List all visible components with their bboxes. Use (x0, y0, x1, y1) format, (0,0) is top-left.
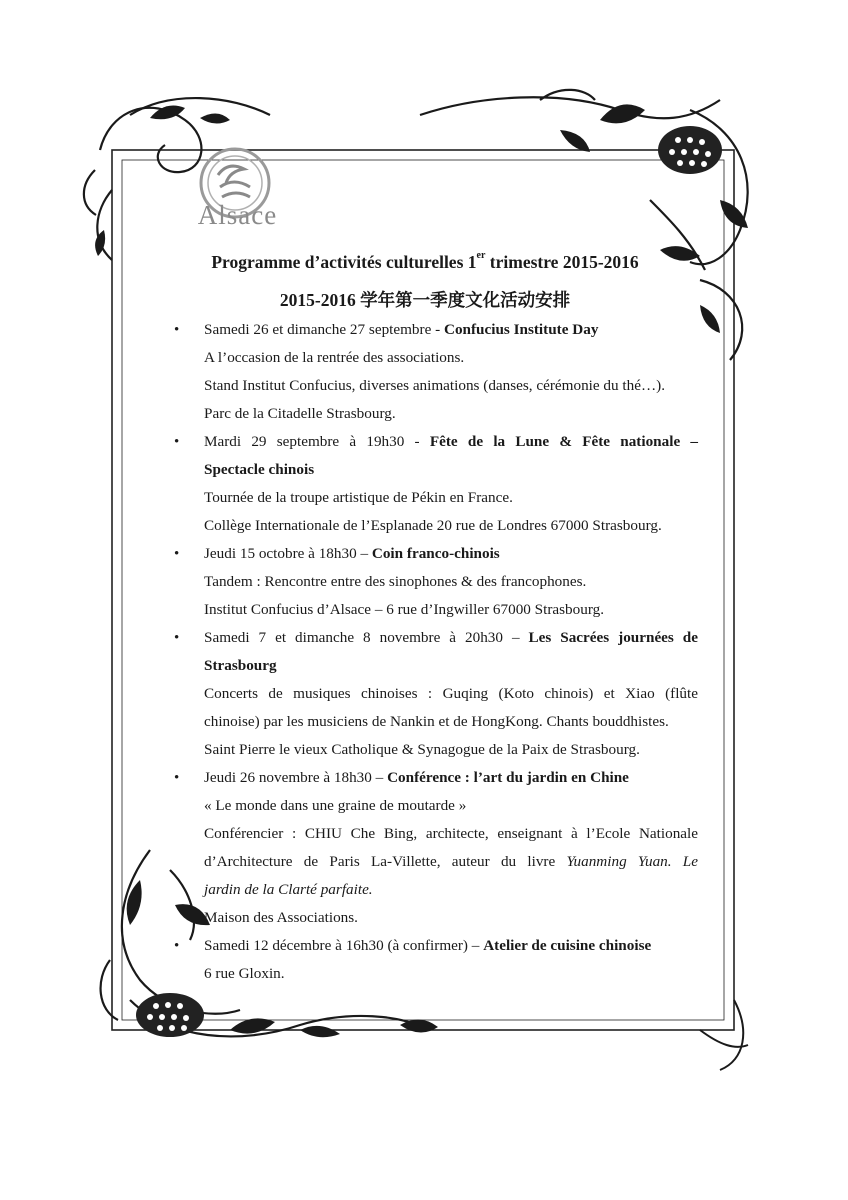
event-detail: Parc de la Citadelle Strasbourg. (204, 405, 396, 422)
book-title: Yuanming Yuan. Le (566, 853, 698, 870)
cone-bottom-left (136, 993, 204, 1037)
cone-top-right (658, 126, 722, 174)
event-title-cont: Spectacle chinois (204, 461, 315, 478)
event-title: Atelier de cuisine chinoise (483, 937, 652, 954)
event-list (174, 316, 699, 988)
event-venue: Maison des Associations. (204, 909, 358, 926)
event-title-cont: Strasbourg (204, 657, 277, 674)
event-speaker-cont: d’Architecture de Paris La-Villette, auteur du livre (204, 853, 567, 870)
event-date: Mardi 29 septembre à 19h30 - (204, 433, 430, 450)
event-date: Jeudi 26 novembre à 18h30 – (204, 769, 388, 786)
bullet-icon: • (174, 546, 180, 562)
list-item (174, 316, 698, 428)
list-item (174, 428, 699, 540)
event-quote: « Le monde dans une graine de moutarde » (204, 797, 467, 814)
event-detail: chinoise) par les musiciens de Nankin et de HongKong. Chants bouddhistes. (204, 713, 669, 730)
event-detail: 6 rue Gloxin. (204, 965, 285, 982)
book-title-cont: jardin de la Clarté parfaite. (204, 881, 373, 898)
page-title: Programme d’activités culturelles 1er trimestre 2015-2016 (211, 250, 639, 272)
event-detail: Institut Confucius d’Alsace – 6 rue d’Ingwiller 67000 Strasbourg. (204, 601, 605, 618)
page-title-chinese: 2015-2016 学年第一季度文化活动安排 (279, 290, 571, 310)
event-title: Coin franco-chinois (371, 545, 500, 562)
event-detail: Collège Internationale de l’Esplanade 20 rue de Londres 67000 Strasbourg. (204, 517, 662, 534)
bullet-icon: • (174, 434, 180, 450)
list-item (174, 540, 698, 624)
event-date: Samedi 7 et dimanche 8 novembre à 20h30 – (204, 629, 529, 646)
event-date: Samedi 26 et dimanche 27 septembre - (204, 321, 444, 338)
event-speaker: Conférencier : CHIU Che Bing, architecte, enseignant à l’Ecole Nationale (204, 825, 698, 842)
bullet-icon: • (174, 322, 180, 338)
event-date: Jeudi 15 octobre à 18h30 – (204, 545, 372, 562)
event-title: Conférence : l’art du jardin en Chine (387, 769, 629, 786)
bullet-icon: • (174, 630, 180, 646)
list-item (174, 624, 698, 764)
bullet-icon: • (174, 770, 180, 786)
event-title: Les Sacrées journées de (528, 629, 698, 646)
event-detail: Saint Pierre le vieux Catholique & Synagogue de la Paix de Strasbourg. (204, 741, 640, 758)
event-detail: A l’occasion de la rentrée des associations. (204, 349, 465, 366)
list-item (174, 764, 698, 932)
event-detail: Stand Institut Confucius, diverses animations (danses, cérémonie du thé…). (204, 377, 666, 394)
event-detail: Tandem : Rencontre entre des sinophones & des francophones. (204, 573, 587, 590)
event-detail: Tournée de la troupe artistique de Pékin en France. (204, 489, 513, 506)
logo-label: Alsace (197, 200, 278, 230)
event-date: Samedi 12 décembre à 16h30 (à confirmer) – (204, 937, 484, 954)
event-title: Fête de la Lune & Fête nationale – (429, 433, 699, 450)
event-title: Confucius Institute Day (443, 321, 599, 338)
list-item (174, 932, 698, 988)
event-detail: Concerts de musiques chinoises : Guqing (Koto chinois) et Xiao (flûte (204, 685, 698, 702)
bullet-icon: • (174, 938, 180, 954)
